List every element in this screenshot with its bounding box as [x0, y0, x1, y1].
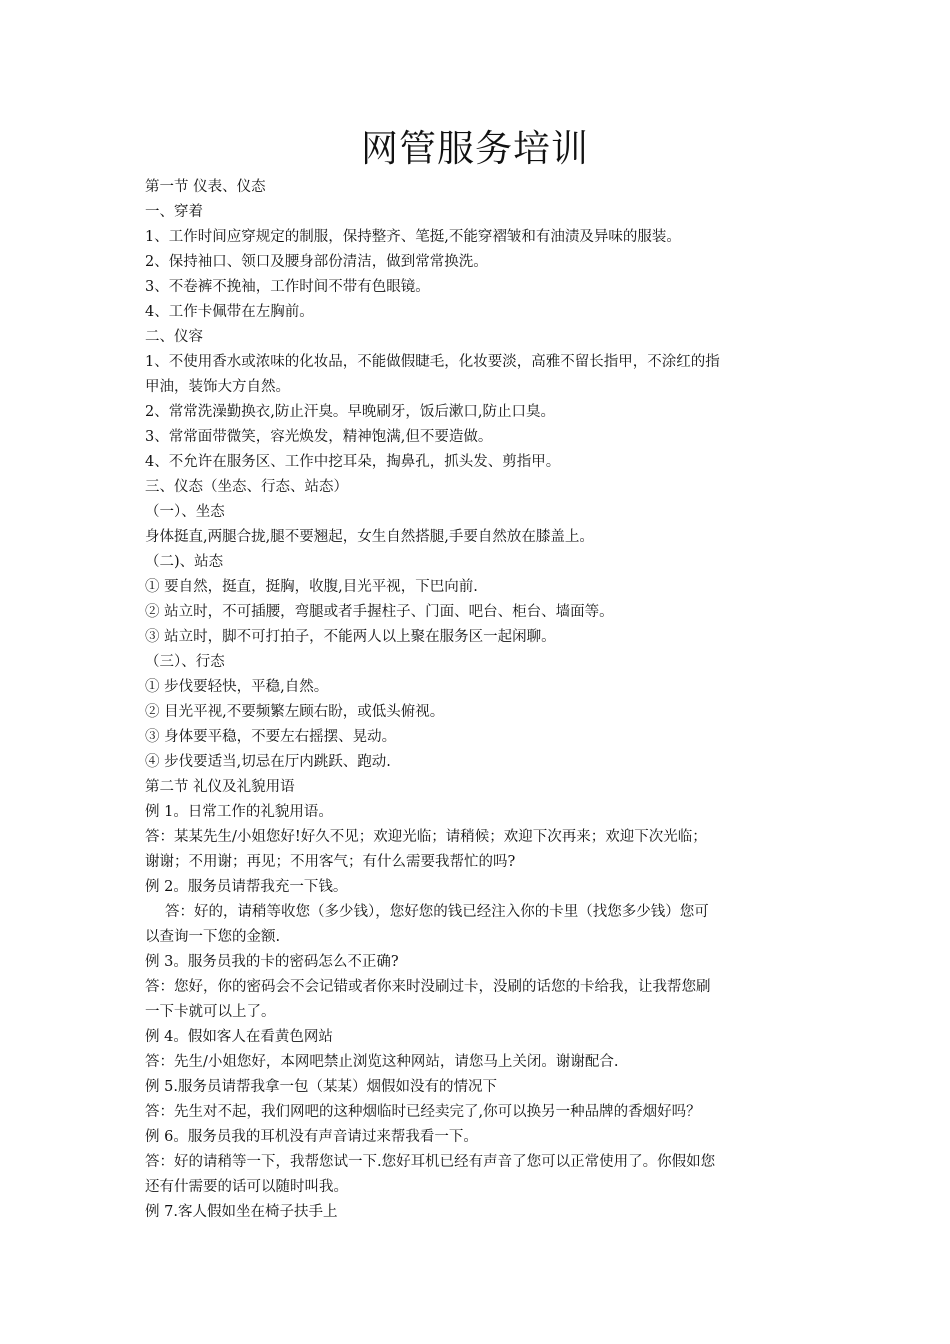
- answer-line: 答：先生对不起，我们网吧的这种烟临时已经卖完了,你可以换另一种品牌的香烟好吗？: [145, 1104, 701, 1120]
- answer-line: 答：先生/小姐您好，本网吧禁止浏览这种网站，请您马上关闭。谢谢配合.: [145, 1054, 619, 1070]
- section-heading: 第一节 仪表、仪态: [145, 179, 266, 195]
- example-line: 例 1。日常工作的礼貌用语。: [145, 804, 333, 820]
- subsection-heading: 三、仪态（坐态、行态、站态）: [145, 479, 348, 495]
- text-line: ① 要自然，挺直，挺胸，收腹,目光平视，下巴向前.: [145, 579, 478, 595]
- example-line: 例 6。服务员我的耳机没有声音请过来帮我看一下。: [145, 1129, 478, 1145]
- text-line: 4、不允许在服务区、工作中挖耳朵，掏鼻孔，抓头发、剪指甲。: [145, 454, 561, 470]
- text-line: ② 目光平视,不要频繁左顾右盼，或低头俯视。: [145, 704, 445, 720]
- example-line: 例 7.客人假如坐在椅子扶手上: [145, 1204, 338, 1220]
- document-body: [145, 175, 809, 1225]
- text-line: ③ 身体要平稳，不要左右摇摆、晃动。: [145, 729, 397, 745]
- text-line: 4、工作卡佩带在左胸前。: [145, 304, 314, 320]
- section-heading: 第二节 礼仪及礼貌用语: [145, 779, 295, 795]
- example-line: 例 4。假如客人在看黄色网站: [145, 1029, 333, 1045]
- text-line: 甲油，装饰大方自然。: [145, 379, 290, 395]
- sub-heading: （二)、站态: [145, 554, 224, 570]
- text-line: 1、不使用香水或浓味的化妆品，不能做假睫毛，化妆要淡，高雅不留长指甲，不涂红的指: [145, 354, 720, 370]
- answer-line: 答：您好，你的密码会不会记错或者你来时没刷过卡，没刷的话您的卡给我，让我帮您刷: [145, 979, 711, 995]
- example-line: 例 2。服务员请帮我充一下钱。: [145, 879, 348, 895]
- answer-line: 一下卡就可以上了。: [145, 1004, 276, 1020]
- answer-line: 答：好的，请稍等收您（多少钱），您好您的钱已经注入你的卡里（找您多少钱）您可: [165, 904, 709, 920]
- text-line: 2、保持袖口、领口及腰身部份清洁，做到常常换洗。: [145, 254, 488, 270]
- example-line: 例 5.服务员请帮我拿一包（某某）烟假如没有的情况下: [145, 1079, 497, 1095]
- text-line: 2、常常洗澡勤换衣,防止汗臭。早晚刷牙，饭后漱口,防止口臭。: [145, 404, 555, 420]
- text-line: 身体挺直,两腿合拢,腿不要翘起，女生自然搭腿,手要自然放在膝盖上。: [145, 529, 594, 545]
- subsection-heading: 二、仪容: [145, 329, 203, 345]
- text-line: ② 站立时，不可插腰，弯腿或者手握柱子、门面、吧台、柜台、墙面等。: [145, 604, 614, 620]
- answer-line: 答：好的请稍等一下，我帮您试一下.您好耳机已经有声音了您可以正常使用了。你假如您: [145, 1154, 716, 1170]
- answer-line: 还有什需要的话可以随时叫我。: [145, 1179, 348, 1195]
- text-line: ③ 站立时，脚不可打拍子，不能两人以上聚在服务区一起闲聊。: [145, 629, 556, 645]
- answer-line: 谢谢；不用谢；再见；不用客气；有什么需要我帮忙的吗?: [145, 854, 516, 870]
- document-title: 网管服务培训: [361, 127, 589, 170]
- subsection-heading: 一、穿着: [145, 204, 203, 220]
- text-line: 3、常常面带微笑，容光焕发，精神饱满,但不要造做。: [145, 429, 493, 445]
- text-line: ① 步伐要轻快，平稳,自然。: [145, 679, 329, 695]
- text-line: 1、工作时间应穿规定的制服，保持整齐、笔挺,不能穿褶皱和有油渍及异味的服装。: [145, 229, 681, 245]
- sub-heading: （三）、行态: [145, 654, 225, 670]
- text-line: 3、不卷裤不挽袖，工作时间不带有色眼镜。: [145, 279, 430, 295]
- text-line: ④ 步伐要适当,切忌在厅内跳跃、跑动.: [145, 754, 391, 770]
- answer-line: 答：某某先生/小姐您好!好久不见；欢迎光临；请稍候；欢迎下次再来；欢迎下次光临；: [145, 829, 707, 845]
- example-line: 例 3。服务员我的卡的密码怎么不正确?: [145, 954, 399, 970]
- answer-line: 以查询一下您的金额.: [145, 929, 281, 945]
- sub-heading: （一）、坐态: [145, 504, 225, 520]
